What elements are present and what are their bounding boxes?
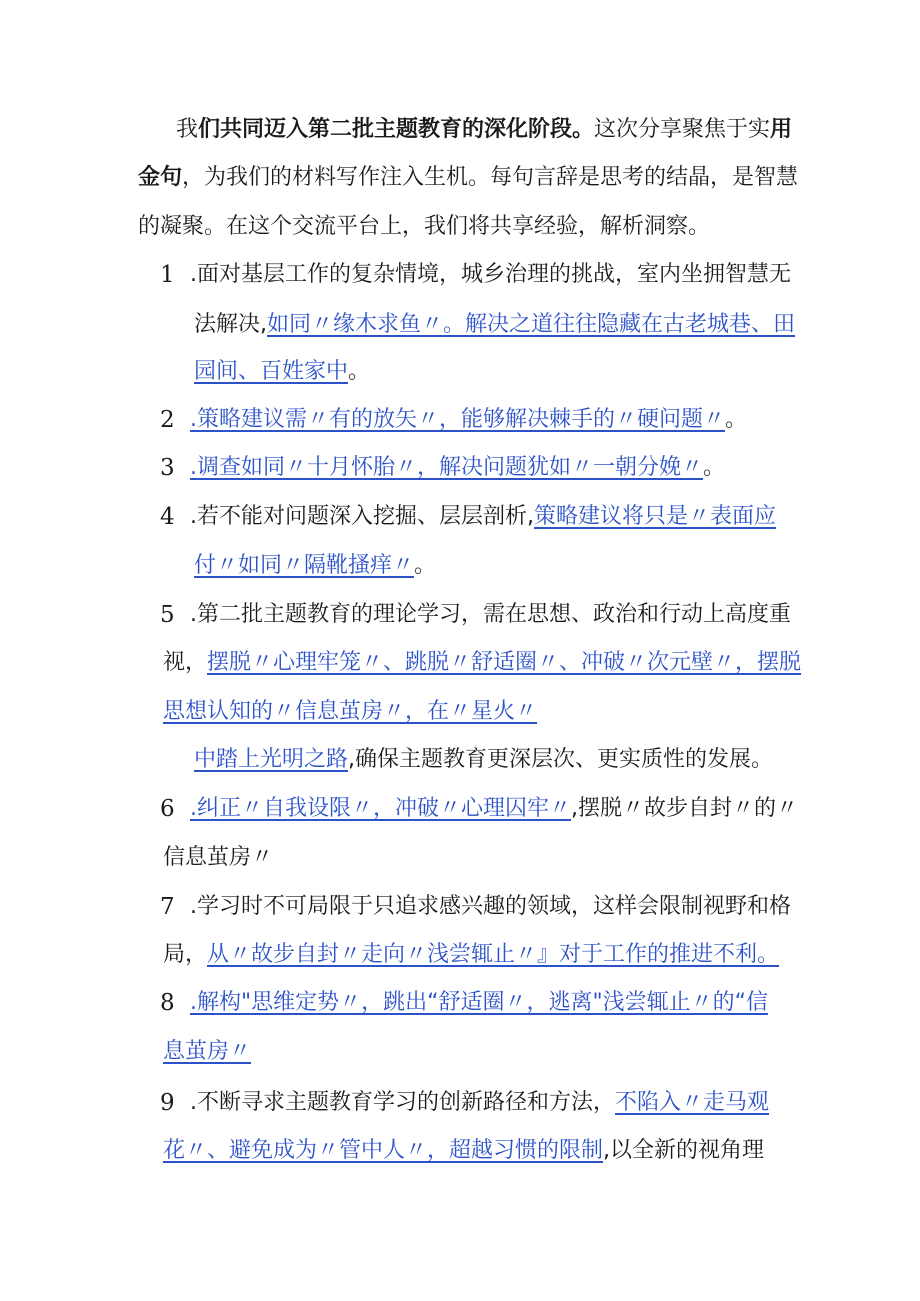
intro-text: 这次分享聚焦于实	[594, 117, 771, 142]
item-4-line-2	[194, 551, 436, 581]
item-6-line-1	[190, 794, 798, 824]
highlighted-phrase: .策略建议需〃有的放矢〃，能够解决棘手的〃硬问题〃	[190, 407, 725, 432]
item-5-line-3	[163, 697, 537, 727]
highlighted-phrase: .解构"思维定势〃，跳出“舒适圈〃，逃离"浅尝辄止〃的“信	[190, 990, 769, 1015]
item-5-line-2	[163, 648, 801, 678]
item-number: 1	[160, 262, 175, 288]
item-text: 法解决,	[194, 312, 267, 337]
item-number: 6	[160, 796, 175, 822]
highlighted-phrase: 策略建议将只是〃表面应	[534, 504, 777, 529]
intro-text: ，为我们的材料写作注入生机。每句言辞是思考的结晶，是智慧	[182, 165, 799, 190]
item-1-line-3	[194, 357, 370, 387]
highlighted-phrase: 从〃故步自封〃走向〃浅尝辄止〃』对于工作的推进不利。	[207, 942, 780, 967]
item-text: .若不能对问题深入挖掘、层层剖析,	[190, 504, 534, 529]
item-text: ,以全新的视角理	[603, 1138, 765, 1163]
highlighted-phrase: 园间、百姓家中	[194, 359, 349, 384]
item-text: ,确保主题教育更深层次、更实质性的发展。	[348, 747, 774, 772]
item-7-line-1: .学习时不可局限于只追求感兴趣的领域，这样会限制视野和格	[190, 894, 791, 919]
intro-line-3: 的凝聚。在这个交流平台上，我们将共享经验，解析洞察。	[138, 214, 711, 239]
highlighted-phrase: 摆脱〃心理牢笼〃、跳脱〃舒适圈〃、冲破〃次元壁〃，摆脱	[207, 650, 802, 675]
item-text: ,摆脱〃故步自封〃的〃	[571, 796, 798, 821]
item-text: 。	[348, 359, 371, 384]
item-number: 9	[160, 1090, 175, 1116]
item-number: 7	[160, 894, 175, 920]
item-number: 5	[160, 602, 175, 628]
item-number: 4	[160, 504, 175, 530]
item-5-line-4	[194, 745, 773, 775]
item-text: .不断寻求主题教育学习的创新路径和方法，	[190, 1090, 615, 1115]
intro-line-1	[176, 115, 792, 145]
item-text: 。	[725, 407, 748, 432]
highlighted-phrase: 息茧房〃	[163, 1039, 252, 1064]
highlighted-phrase: 中踏上光明之路	[194, 747, 349, 772]
item-2-line-1	[190, 405, 747, 435]
highlighted-phrase: .调查如同〃十月怀胎〃，解决问题犹如〃一朝分娩〃	[190, 455, 703, 480]
item-7-line-2	[163, 940, 779, 970]
item-text: 。	[703, 455, 726, 480]
item-8-line-2	[163, 1037, 251, 1067]
highlighted-phrase: 如同〃缘木求鱼〃。解决之道往往隐藏在古老城巷、田	[267, 312, 796, 337]
highlighted-phrase: 思想认知的〃信息茧房〃，在〃星火〃	[163, 699, 538, 724]
item-4-line-1	[190, 502, 776, 532]
item-6-line-2: 信息茧房〃	[163, 845, 274, 870]
item-9-line-1	[190, 1088, 769, 1118]
item-1-line-1: .面对基层工作的复杂情境，城乡治理的挑战，室内坐拥智慧无	[190, 262, 791, 287]
intro-bold-text: 金句	[138, 165, 183, 190]
intro-text: 我	[176, 117, 199, 142]
item-9-line-2	[163, 1136, 764, 1166]
item-3-line-1	[190, 453, 725, 483]
item-8-line-1	[190, 988, 768, 1018]
item-text: 视，	[163, 650, 208, 675]
item-1-line-2	[194, 310, 795, 340]
highlighted-phrase: 付〃如同〃隔靴搔痒〃	[194, 553, 415, 578]
item-text: 局，	[163, 942, 208, 967]
highlighted-phrase: .纠正〃自我设限〃，冲破〃心理囚牢〃	[190, 796, 571, 821]
item-number: 2	[160, 407, 175, 433]
highlighted-phrase: 不陷入〃走马观	[615, 1090, 770, 1115]
item-5-line-1: .第二批主题教育的理论学习，需在思想、政治和行动上高度重	[190, 602, 791, 627]
item-number: 8	[160, 990, 175, 1016]
intro-bold-text: 用	[770, 117, 793, 142]
intro-line-2	[138, 163, 798, 193]
highlighted-phrase: 花〃、避免成为〃管中人〃，超越习惯的限制	[163, 1138, 604, 1163]
item-number: 3	[160, 455, 175, 481]
intro-bold-text: 们共同迈入第二批主题教育的深化阶段。	[198, 117, 595, 142]
item-text: 。	[414, 553, 437, 578]
